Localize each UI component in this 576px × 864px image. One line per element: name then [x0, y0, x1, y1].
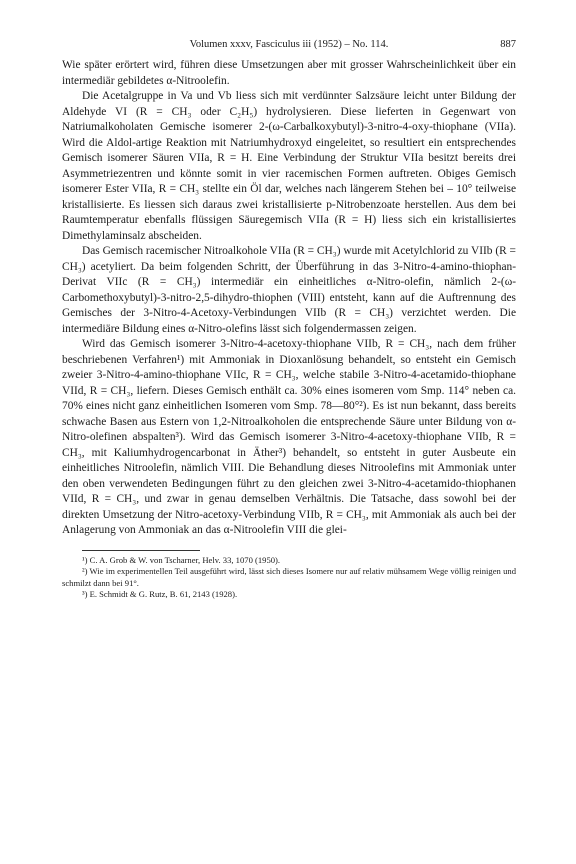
footnote-divider: [82, 550, 200, 551]
footnote: ³) E. Schmidt & G. Rutz, B. 61, 2143 (1928).: [82, 589, 238, 600]
running-title: Volumen xxxv, Fasciculus iii (1952) – No. 114.: [189, 39, 389, 50]
running-head: [62, 38, 516, 52]
paragraph: Wie später erörtert wird, führen diese Umsetzungen aber mit grosser Wahrscheinlichkeit über ein intermediär gebildetes α-Nitroolefin.: [62, 59, 516, 87]
footnote: ¹) C. A. Grob & W. von Tscharner, Helv. 33, 1070 (1950).: [82, 554, 281, 565]
footnotes: [62, 555, 516, 601]
paragraph: Die Acetalgruppe in Va und Vb liess sich mit verdünnter Salzsäure leicht unter Bildung der Aldehyde VI (R = CH₃ oder C₂H₅) hydrolysieren. Diese lieferten in Gegenwart von Natriumalkoholaten Gemische isomerer 2-(ω-Carbalkoxybutyl)-3-nitro-4-oxy-thiophane (VIIa). Wird die Aldol-artige Reaktion mit Natriumhydroxyd eingeleitet, so resultiert ein entsprechendes Gemisch isomerer Säuren VIIa, R = H. Eine Verbindung der Struktur VIIa besitzt bereits drei Asymmetriezentren und könnte somit in vier racemischen Formen auftreten. Obiges Gemisch isomerer Ester VIIa, R = CH₃ stellte ein Öl dar, welches nach längerem Stehen bei – 10° teilweise kristallisierte. Es liessen sich daraus zwei kristallisierte p-Nitrobenzoate herstellen. Aus dem bei Raumtemperatur ebenfalls flüssigen Säuregemisch VIIa (R = H) liess sich ein kristallisiertes Dimethylaminsalz abscheiden.: [62, 90, 516, 242]
paragraph: Wird das Gemisch isomerer 3-Nitro-4-acetoxy-thiophane VIIb, R = CH₃, nach dem früher beschriebenen Verfahren¹) mit Ammoniak in Dioxanlösung behandelt, so entsteht ein Gemisch zweier 3-Nitro-4-amino-thiophane VIIc, R = CH₃, welche stabile 3-Nitro-4-acetamido-thiophane VIId, R = CH₃, liefern. Dieses Gemisch enthält ca. 30% eines isomeren vom Smp. 114° neben ca. 70% eines nicht ganz einheitlichen Isomeren vom Smp. 78—80°²). Es ist nun bekannt, dass bereits schwache Basen aus Estern von 1,2-Nitroalkoholen die entsprechende Säure unter Bildung von α-Nitro-olefinen abspalten³). Wird das Gemisch isomerer 3-Nitro-4-acetoxy-thiophane VIIb, R = CH₃, mit Kaliumhydrogencarbonat in Äther³) behandelt, so entsteht in guter Ausbeute ein einheitliches Nitroolefin, nämlich VIII. Die Behandlung dieses Nitroolefins mit Ammoniak unter den oben verwendeten Bedingungen führt zu den gleichen zwei 3-Nitro-4-acetamido-thiophanen VIId, R = CH₃, und zwar in genau demselben Verhältnis. Die Tatsache, dass sowohl bei der direkten Umsetzung der Nitro-acetoxy-Verbindung VIIb, R = CH₃, mit Ammoniak als auch bei der Anlagerung von Ammoniak an das α-Nitroolefin VIII die glei-: [62, 338, 516, 536]
journal-page: [62, 38, 516, 601]
page-number: 887: [500, 39, 516, 50]
paragraph: Das Gemisch racemischer Nitroalkohole VIIa (R = CH₃) wurde mit Acetylchlorid zu VIIb (R = CH₃) acetyliert. Da beim folgenden Schritt, der Überführung in das 3-Nitro-4-amino-thiophan-Derivat VIIc (R = CH₃) intermediär ein einheitliches α-Nitro-olefin, nämlich 2-(ω-Carbomethoxybutyl)-3-nitro-2,5-dihydro-thiophen (VIII) entsteht, kann auf die Auftrennung des Gemisches der 3-Nitro-4-Acetoxy-Verbindungen VIIb (R = CH₃) verzichtet werden. Die intermediäre Bildung eines α-Nitro-olefins lässt sich folgendermassen zeigen.: [62, 245, 516, 335]
footnote: ²) Wie im experimentellen Teil ausgeführt wird, lässt sich dieses Isomere nur auf relativ mühsamem Wege völlig reinigen und schmilzt dann bei 91°.: [62, 566, 516, 588]
body-text: [62, 58, 516, 539]
